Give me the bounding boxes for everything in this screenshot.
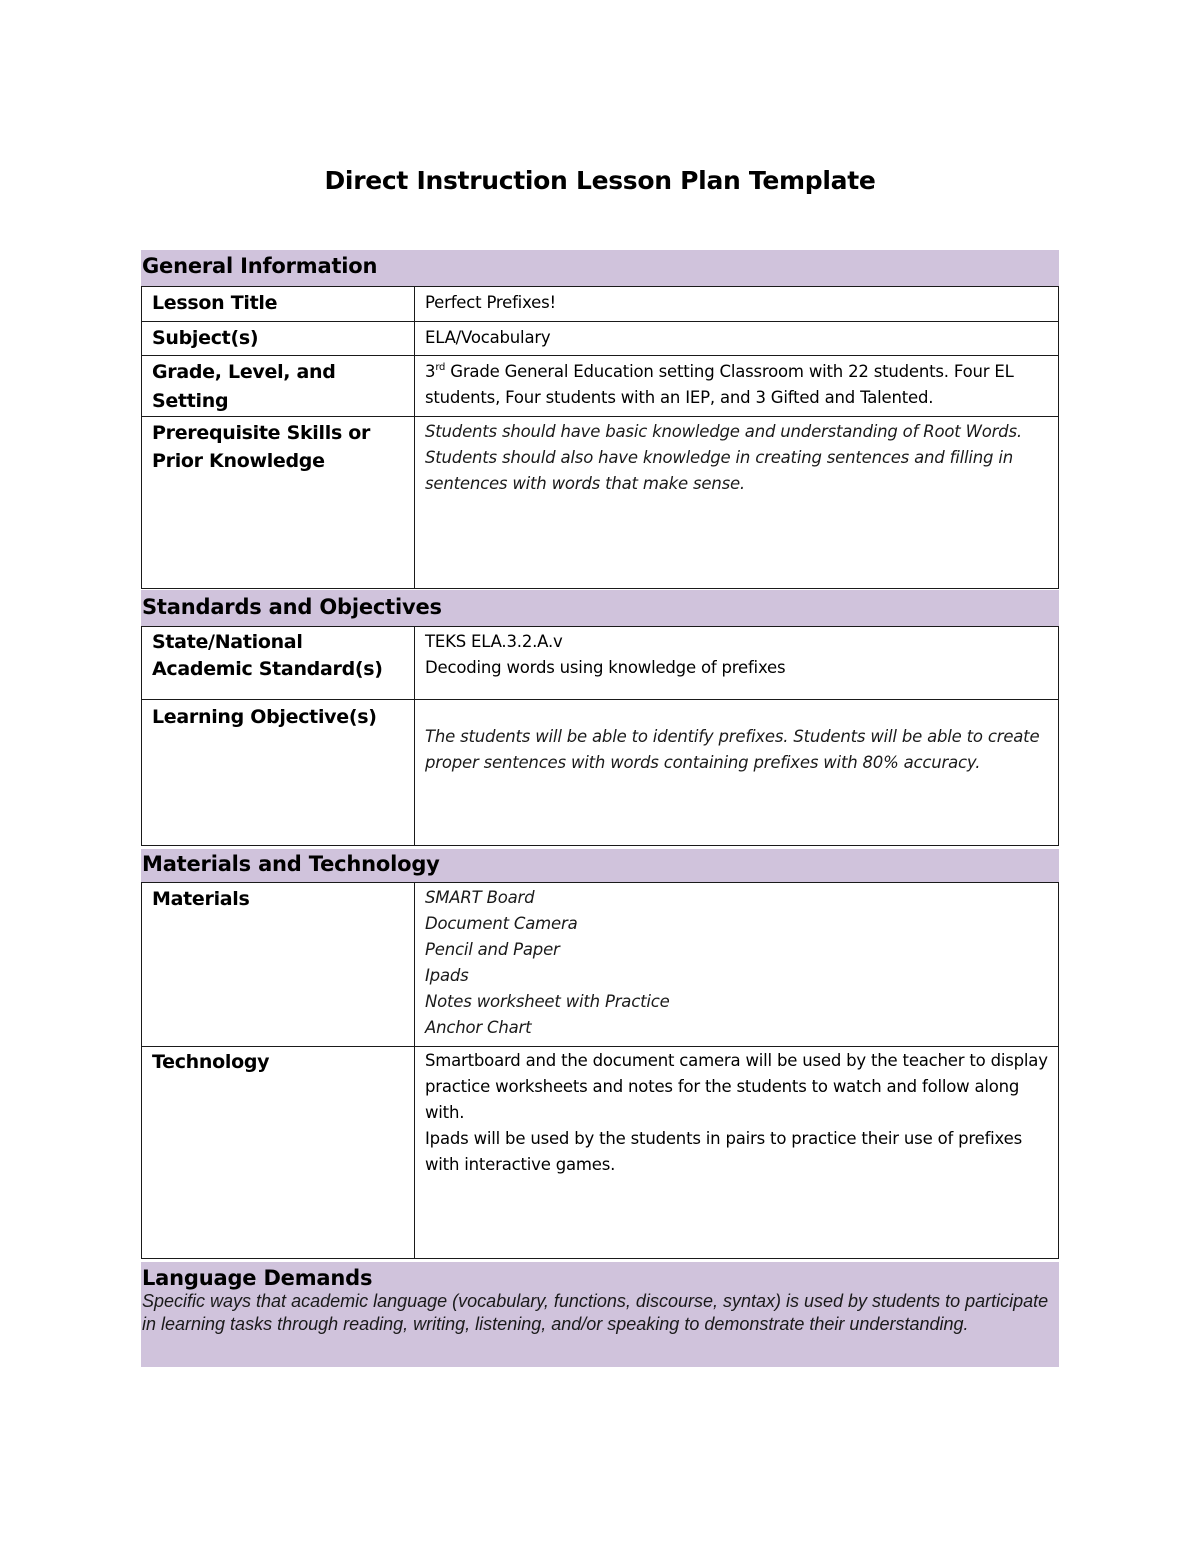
page-title: Direct Instruction Lesson Plan Template [324,166,876,195]
prerequisite-row [142,417,1059,589]
standard-code: TEKS ELA.3.2.A.v [425,632,563,651]
standard-description: Decoding words using knowledge of prefixes [425,658,786,677]
materials-item: Document Camera [425,914,578,933]
general-information-table [141,286,1059,589]
materials-item: Anchor Chart [425,1018,532,1037]
grade-value [415,356,1059,417]
prerequisite-label: Prerequisite Skills or Prior Knowledge [142,417,415,589]
language-demands-heading: Language Demands [142,1266,373,1290]
objective-row [142,700,1059,846]
language-demands-band [141,1262,1059,1367]
grade-number: 3 [425,362,436,381]
materials-label: Materials [142,883,415,1047]
materials-technology-heading: Materials and Technology [142,852,440,876]
general-information-heading: General Information [142,254,378,278]
grade-description: Grade General Education setting Classroom with 22 students. Four EL students, Four students with an IEP, and 3 Gifted and Talented. [425,362,1014,407]
standard-value [415,627,1059,700]
lesson-title-value: Perfect Prefixes! [415,287,1059,322]
materials-technology-table [141,882,1059,1259]
objective-label: Learning Objective(s) [142,700,415,846]
materials-item: SMART Board [425,888,535,907]
subject-row [142,322,1059,356]
materials-row [142,883,1059,1047]
language-demands-description: Specific ways that academic language (vocabulary, functions, discourse, syntax) is used by students to participate in learning tasks through reading, writing, listening, and/or speaking to demonstrate their understanding. [142,1291,1049,1334]
grade-ordinal: rd [435,362,446,373]
subject-value: ELA/Vocabulary [415,322,1059,356]
technology-row [142,1047,1059,1259]
materials-item: Ipads [425,966,469,985]
materials-item: Pencil and Paper [425,940,560,959]
materials-technology-band [141,849,1059,882]
standards-objectives-heading: Standards and Objectives [142,595,442,619]
materials-item: Notes worksheet with Practice [425,992,670,1011]
prerequisite-value: Students should have basic knowledge and understanding of Root Words. Students should also have knowledge in creating sentences and filling in sentences with words that make sense. [415,417,1059,589]
objective-value: The students will be able to identify prefixes. Students will be able to create proper sentences with words containing prefixes with 80% accuracy. [415,700,1059,846]
technology-paragraph-2: Ipads will be used by the students in pairs to practice their use of prefixes with interactive games. [425,1129,1022,1174]
standards-objectives-band [141,590,1059,626]
technology-label: Technology [142,1047,415,1259]
grade-row [142,356,1059,417]
lesson-title-row [142,287,1059,322]
lesson-title-label: Lesson Title [142,287,415,322]
grade-label: Grade, Level, and Setting [142,356,415,417]
technology-paragraph-1: Smartboard and the document camera will be used by the teacher to display practice worksheets and notes for the students to watch and follow along with. [425,1051,1048,1122]
standard-row [142,627,1059,700]
subject-label: Subject(s) [142,322,415,356]
standards-objectives-table [141,626,1059,846]
materials-list [415,883,1059,1047]
general-information-band [141,250,1059,286]
technology-value [415,1047,1059,1259]
standard-label: State/National Academic Standard(s) [142,627,415,700]
